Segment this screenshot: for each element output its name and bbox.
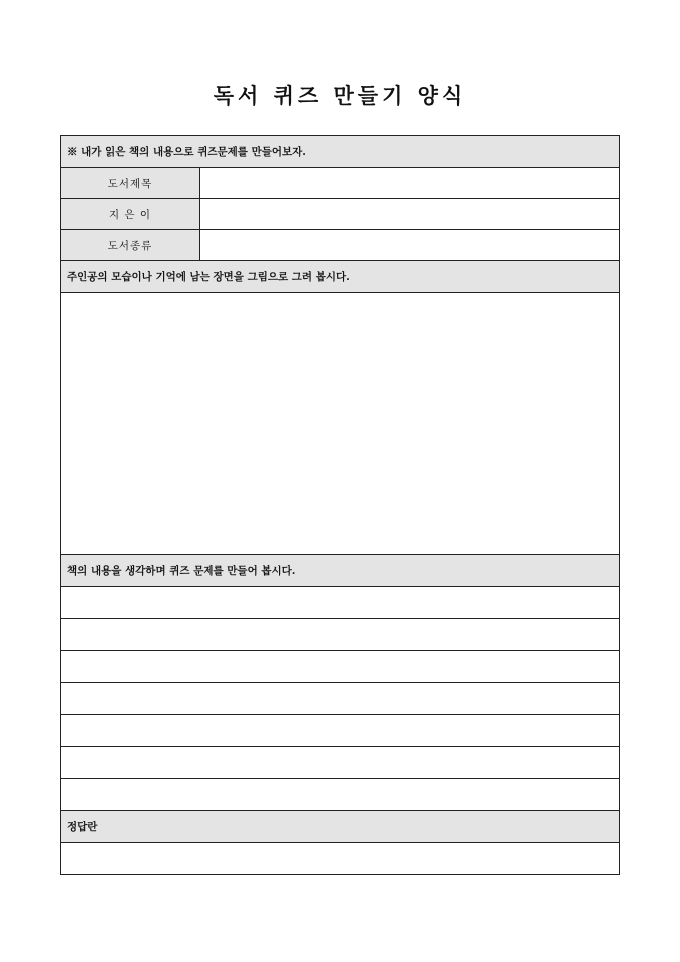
quiz-line[interactable] bbox=[61, 587, 620, 619]
genre-label: 도서종류 bbox=[61, 230, 200, 261]
genre-field[interactable] bbox=[200, 230, 620, 261]
quiz-prompt-row bbox=[61, 555, 620, 587]
drawing-area-row bbox=[61, 293, 620, 555]
book-title-label: 도서제목 bbox=[61, 168, 200, 199]
quiz-line-row bbox=[61, 779, 620, 811]
field-row-genre bbox=[61, 230, 620, 261]
quiz-line[interactable] bbox=[61, 715, 620, 747]
quiz-line[interactable] bbox=[61, 683, 620, 715]
drawing-area[interactable] bbox=[61, 293, 620, 555]
quiz-prompt: 책의 내용을 생각하며 퀴즈 문제를 만들어 봅시다. bbox=[61, 555, 620, 587]
intro-text: ※ 내가 읽은 책의 내용으로 퀴즈문제를 만들어보자. bbox=[61, 136, 620, 168]
quiz-line-row bbox=[61, 587, 620, 619]
field-row-book-title bbox=[61, 168, 620, 199]
field-row-author bbox=[61, 199, 620, 230]
quiz-line-row bbox=[61, 715, 620, 747]
author-label: 지 은 이 bbox=[61, 199, 200, 230]
quiz-line-row bbox=[61, 683, 620, 715]
answer-field[interactable] bbox=[61, 843, 620, 875]
page-title: 독서 퀴즈 만들기 양식 bbox=[213, 83, 467, 108]
intro-row bbox=[61, 136, 620, 168]
answer-row bbox=[61, 843, 620, 875]
answer-heading-row bbox=[61, 811, 620, 843]
quiz-form-table bbox=[60, 135, 620, 875]
author-field[interactable] bbox=[200, 199, 620, 230]
answer-heading: 정답란 bbox=[61, 811, 620, 843]
drawing-prompt-row bbox=[61, 261, 620, 293]
drawing-prompt: 주인공의 모습이나 기억에 남는 장면을 그림으로 그려 봅시다. bbox=[61, 261, 620, 293]
quiz-line-row bbox=[61, 747, 620, 779]
quiz-line[interactable] bbox=[61, 747, 620, 779]
book-title-field[interactable] bbox=[200, 168, 620, 199]
quiz-line-row bbox=[61, 651, 620, 683]
quiz-line-row bbox=[61, 619, 620, 651]
quiz-line[interactable] bbox=[61, 619, 620, 651]
quiz-line[interactable] bbox=[61, 779, 620, 811]
quiz-line[interactable] bbox=[61, 651, 620, 683]
